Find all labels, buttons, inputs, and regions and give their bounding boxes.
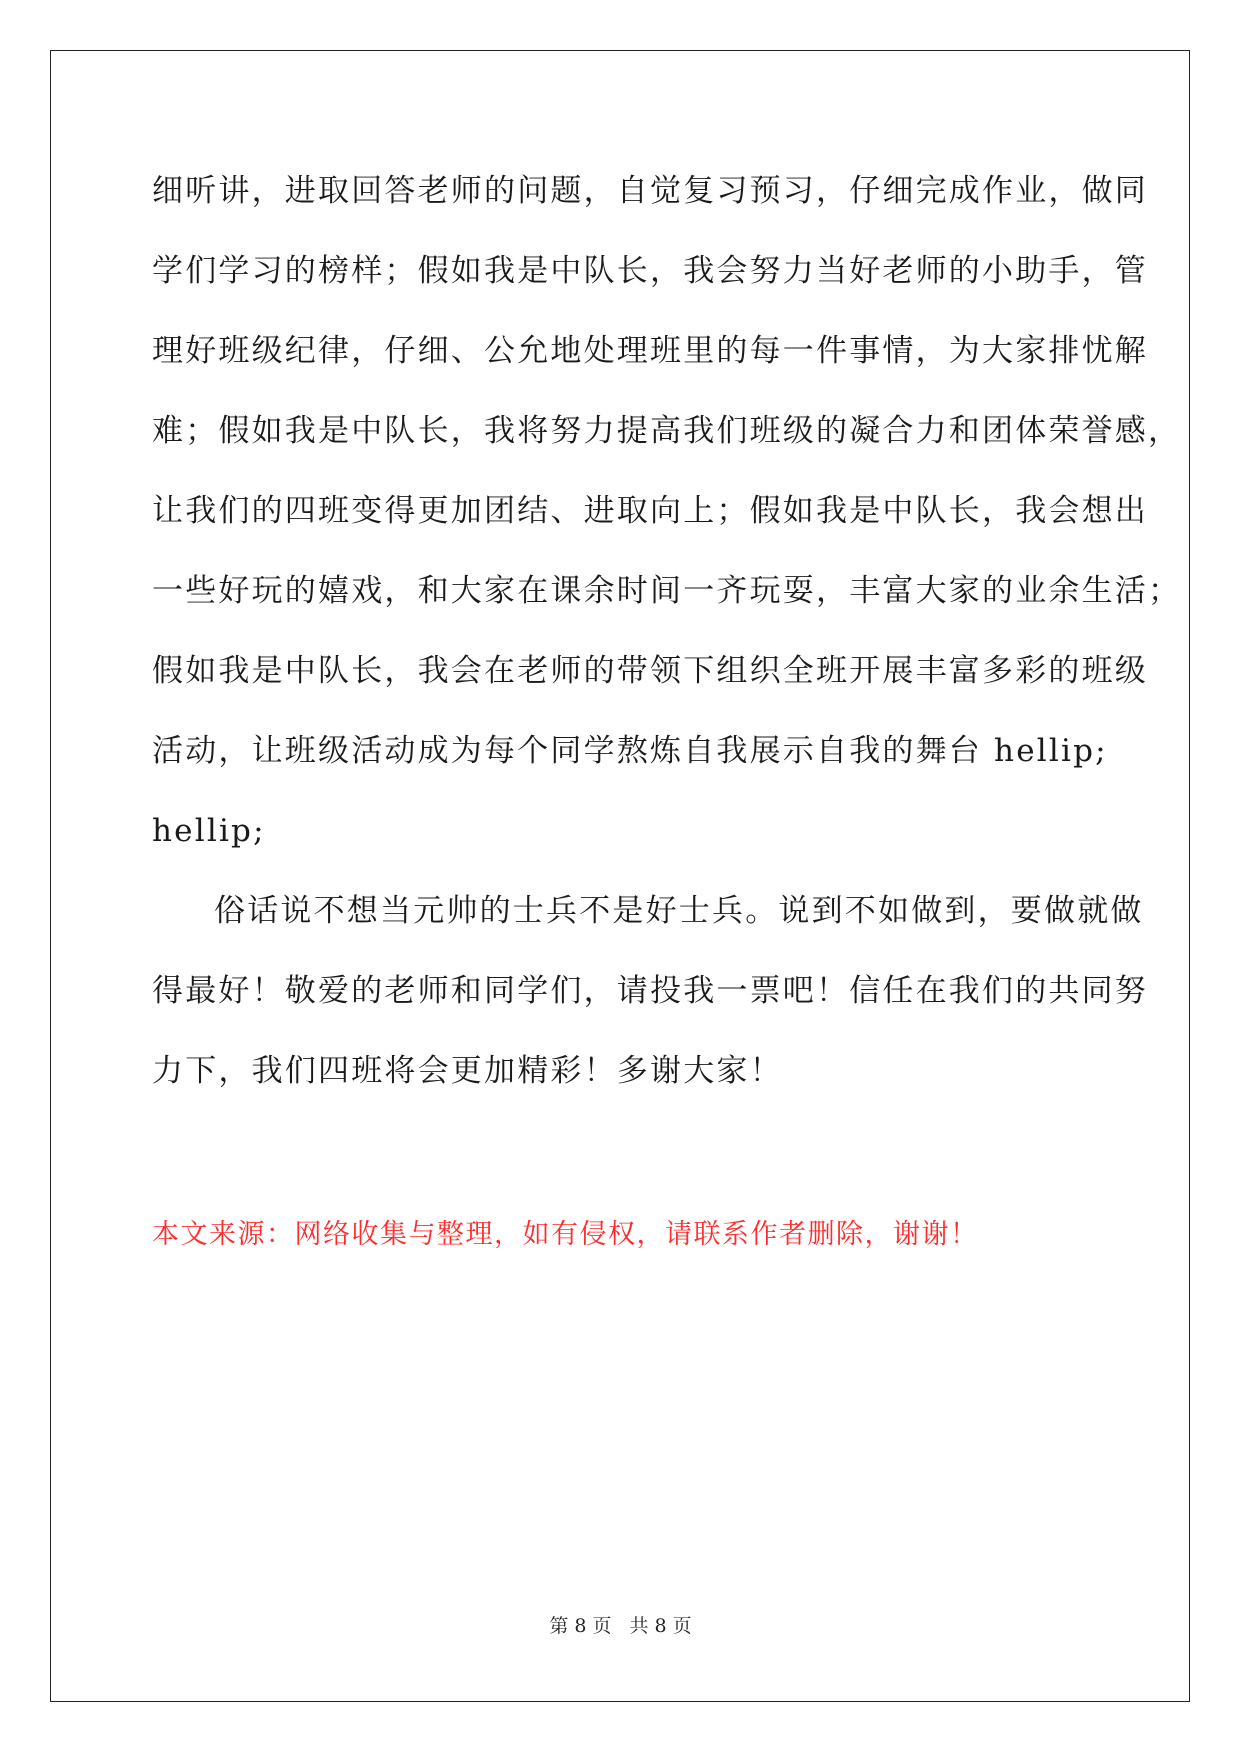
- body-line: 学们学习的榜样；假如我是中队长，我会努力当好老师的小助手，管: [152, 253, 1148, 289]
- body-line-indented: 俗话说不想当元帅的士兵不是好士兵。说到不如做到，要做就做: [214, 893, 1144, 929]
- body-line: 难；假如我是中队长，我将努力提高我们班级的凝合力和团体荣誉感，: [152, 413, 1182, 449]
- body-line: 活动，让班级活动成为每个同学熬炼自我展示自我的舞台 hellip;: [152, 733, 1108, 769]
- body-line: 让我们的四班变得更加团结、进取向上；假如我是中队长，我会想出: [152, 493, 1148, 529]
- body-line: 假如我是中队长，我会在老师的带领下组织全班开展丰富多彩的班级: [152, 653, 1148, 689]
- body-line: 理好班级纪律，仔细、公允地处理班里的每一件事情，为大家排忧解: [152, 333, 1148, 369]
- document-body: [152, 151, 1182, 1111]
- body-line: 得最好！敬爱的老师和同学们，请投我一票吧！信任在我们的共同努: [152, 973, 1148, 1009]
- body-line: 一些好玩的嬉戏，和大家在课余时间一齐玩耍，丰富大家的业余生活；: [152, 573, 1182, 609]
- total-pages: 共 8 页: [629, 1615, 692, 1637]
- body-line: 力下，我们四班将会更加精彩！多谢大家！: [152, 1053, 783, 1089]
- body-line: 细听讲，进取回答老师的问题，自觉复习预习，仔细完成作业，做同: [152, 173, 1148, 209]
- source-note: 本文来源：网络收集与整理，如有侵权，请联系作者删除，谢谢！: [152, 1219, 979, 1250]
- page-footer: [0, 1614, 1241, 1638]
- current-page-number: 第 8 页: [549, 1615, 612, 1637]
- body-line: hellip;: [152, 813, 266, 849]
